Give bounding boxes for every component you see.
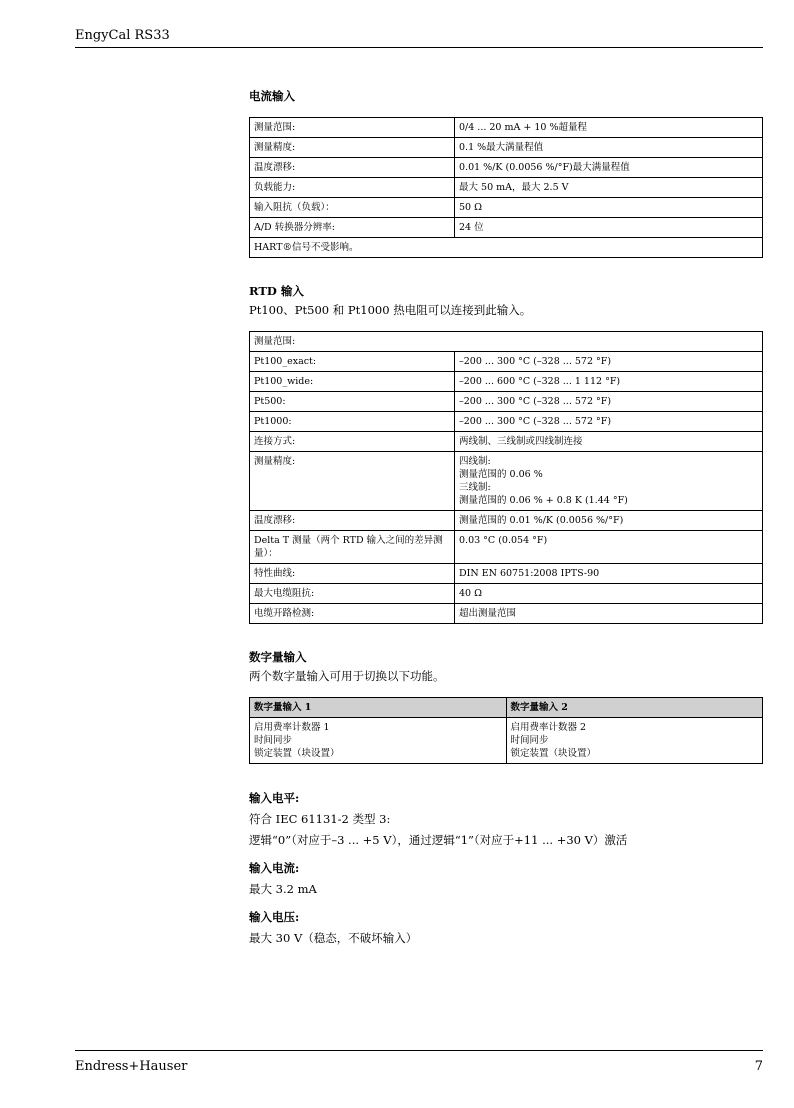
footer-rule [75, 1050, 763, 1051]
input-voltage-heading: 输入电压: [249, 910, 300, 924]
spec-value: 0/4 ... 20 mA + 10 %超量程 [455, 118, 763, 138]
spec-label: Pt500: [250, 392, 455, 412]
spec-label: 测量范围: [250, 118, 455, 138]
spec-label: A/D 转换器分辨率: [250, 218, 455, 238]
spec-label: 温度漂移: [250, 158, 455, 178]
rtd-input-row [250, 564, 763, 584]
document-header-title: EngyCal RS33 [75, 28, 170, 43]
spec-value: –200 ... 300 °C (–328 ... 572 °F) [455, 412, 763, 432]
input-level-logic: 逻辑“0”（对应于–3 ... +5 V），通过逻辑“1”（对应于+11 ... +30 V）激活 [249, 833, 628, 847]
current-input-note: HART®信号不受影响。 [250, 238, 763, 258]
rtd-input-intro: Pt100、Pt500 和 Pt1000 热电阻可以连接到此输入。 [249, 303, 532, 317]
input-voltage-value: 最大 30 V（稳态，不破坏输入） [249, 931, 418, 945]
spec-value: 0.03 °C (0.054 °F) [455, 531, 763, 564]
rtd-range-label-row [250, 332, 763, 352]
spec-label: 测量精度: [250, 452, 455, 511]
rtd-input-row [250, 584, 763, 604]
spec-value: 0.01 %/K (0.0056 %/°F)最大满量程值 [455, 158, 763, 178]
spec-value: 四线制: 测量范围的 0.06 % 三线制: 测量范围的 0.06 % + 0.8 K (1.44 °F) [455, 452, 763, 511]
rtd-input-row [250, 604, 763, 624]
digital-input-2-header: 数字量输入 2 [506, 698, 763, 718]
current-input-row [250, 138, 763, 158]
spec-label: Pt1000: [250, 412, 455, 432]
rtd-input-row [250, 432, 763, 452]
digital-input-header-row [250, 698, 763, 718]
rtd-input-row [250, 452, 763, 511]
current-input-row [250, 158, 763, 178]
spec-value: 两线制、三线制或四线制连接 [455, 432, 763, 452]
rtd-input-row [250, 412, 763, 432]
footer-brand: Endress+Hauser [75, 1059, 188, 1074]
rtd-input-row [250, 531, 763, 564]
digital-input-heading: 数字量输入 [249, 650, 307, 664]
main-content [249, 88, 763, 946]
current-input-row [250, 218, 763, 238]
spec-label: 连接方式: [250, 432, 455, 452]
input-level-standard: 符合 IEC 61131-2 类型 3: [249, 812, 391, 826]
current-input-row [250, 178, 763, 198]
spec-value: 50 Ω [455, 198, 763, 218]
spec-value: –200 ... 300 °C (–328 ... 572 °F) [455, 392, 763, 412]
spec-value: 24 位 [455, 218, 763, 238]
spec-label: 电缆开路检测: [250, 604, 455, 624]
input-current-heading: 输入电流: [249, 861, 300, 875]
rtd-input-heading: RTD 输入 [249, 284, 304, 298]
spec-value: 超出测量范围 [455, 604, 763, 624]
rtd-input-row [250, 372, 763, 392]
spec-value: 40 Ω [455, 584, 763, 604]
rtd-input-table [249, 331, 763, 624]
digital-input-1-header: 数字量输入 1 [250, 698, 507, 718]
current-input-row [250, 198, 763, 218]
rtd-input-row [250, 392, 763, 412]
rtd-range-label: 测量范围: [250, 332, 763, 352]
spec-value: 测量范围的 0.01 %/K (0.0056 %/°F) [455, 511, 763, 531]
spec-label: 测量精度: [250, 138, 455, 158]
spec-value: –200 ... 600 °C (–328 ... 1 112 °F) [455, 372, 763, 392]
spec-label: Delta T 测量（两个 RTD 输入之间的差异测量）： [250, 531, 455, 564]
spec-value: 0.1 %最大满量程值 [455, 138, 763, 158]
spec-value: –200 ... 300 °C (–328 ... 572 °F) [455, 352, 763, 372]
input-current-value: 最大 3.2 mA [249, 882, 317, 896]
spec-label: 负载能力: [250, 178, 455, 198]
page-number: 7 [754, 1059, 763, 1074]
current-input-table [249, 117, 763, 258]
digital-input-2-functions: 启用费率计数器 2 时间同步 锁定装置（块设置） [506, 718, 763, 764]
digital-input-table [249, 697, 763, 764]
current-input-row [250, 118, 763, 138]
digital-input-intro: 两个数字量输入可用于切换以下功能。 [249, 669, 445, 683]
spec-value: 最大 50 mA，最大 2.5 V [455, 178, 763, 198]
digital-input-1-functions: 启用费率计数器 1 时间同步 锁定装置（块设置） [250, 718, 507, 764]
header-rule [75, 47, 763, 48]
spec-label: Pt100_wide: [250, 372, 455, 392]
spec-label: 输入阻抗（负载）： [250, 198, 455, 218]
rtd-input-row [250, 352, 763, 372]
spec-label: 特性曲线: [250, 564, 455, 584]
spec-label: 温度漂移: [250, 511, 455, 531]
input-level-heading: 输入电平: [249, 791, 300, 805]
current-input-heading: 电流输入 [249, 89, 295, 103]
spec-label: 最大电缆阻抗: [250, 584, 455, 604]
spec-label: Pt100_exact: [250, 352, 455, 372]
digital-input-body-row [250, 718, 763, 764]
current-input-note-row [250, 238, 763, 258]
rtd-input-row [250, 511, 763, 531]
spec-value: DIN EN 60751:2008 IPTS-90 [455, 564, 763, 584]
